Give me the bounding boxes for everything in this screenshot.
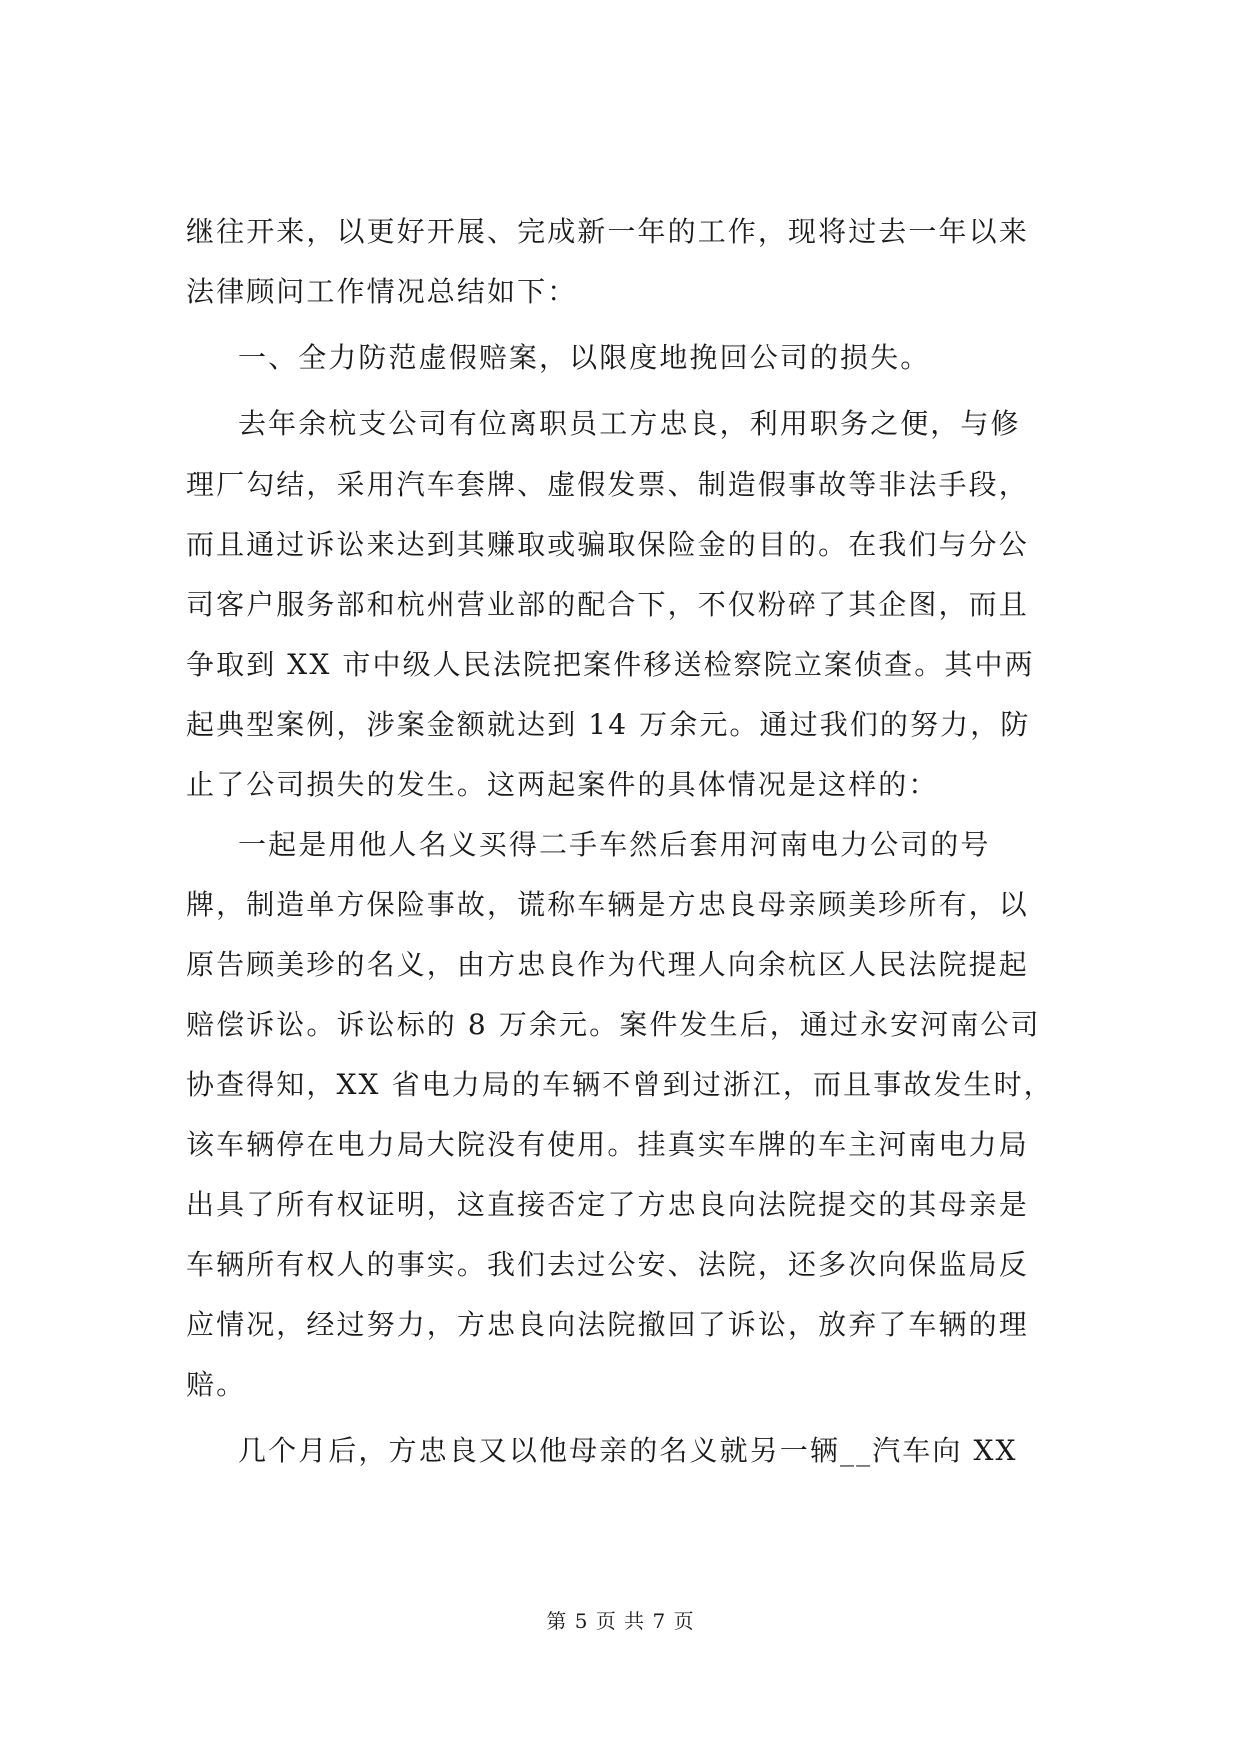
text-line: 协查得知，XX 省电力局的车辆不曾到过浙江，而且事故发生时， — [186, 1068, 1054, 1101]
text-line: 理厂勾结，采用汽车套牌、虚假发票、制造假事故等非法手段， — [186, 468, 1029, 501]
section-heading: 一、全力防范虚假赔案，以限度地挽回公司的损失。 — [238, 341, 931, 374]
text-line: 几个月后，方忠良又以他母亲的名义就另一辆__汽车向 XX — [238, 1434, 1018, 1467]
text-line: 法律顾问工作情况总结如下： — [186, 275, 578, 308]
text-line: 司客户服务部和杭州营业部的配合下，不仅粉碎了其企图，而且 — [186, 588, 1029, 621]
text-line: 该车辆停在电力局大院没有使用。挂真实车牌的车主河南电力局 — [186, 1128, 1029, 1161]
text-line: 牌，制造单方保险事故，谎称车辆是方忠良母亲顾美珍所有，以 — [186, 888, 1029, 921]
text-line: 应情况，经过努力，方忠良向法院撤回了诉讼，放弃了车辆的理 — [186, 1308, 1029, 1341]
text-line: 继往开来，以更好开展、完成新一年的工作，现将过去一年以来 — [186, 215, 1029, 248]
text-line: 原告顾美珍的名义，由方忠良作为代理人向余杭区人民法院提起 — [186, 948, 1029, 981]
text-line: 去年余杭支公司有位离职员工方忠良，利用职务之便，与修 — [238, 407, 1021, 440]
page-footer: 第 5 页 共 7 页 — [546, 1609, 695, 1633]
text-line: 而且通过诉讼来达到其赚取或骗取保险金的目的。在我们与分公 — [186, 528, 1029, 561]
text-line: 赔。 — [186, 1368, 247, 1401]
text-line: 起典型案例，涉案金额就达到 14 万余元。通过我们的努力，防 — [186, 708, 1031, 741]
text-line: 出具了所有权证明，这直接否定了方忠良向法院提交的其母亲是 — [186, 1188, 1029, 1221]
text-line: 止了公司损失的发生。这两起案件的具体情况是这样的： — [186, 768, 939, 801]
text-line: 争取到 XX 市中级人民法院把案件移送检察院立案侦查。其中两 — [186, 648, 1035, 681]
text-line: 赔偿诉讼。诉讼标的 8 万余元。案件发生后，通过永安河南公司 — [186, 1008, 1041, 1041]
text-line: 一起是用他人名义买得二手车然后套用河南电力公司的号 — [238, 828, 991, 861]
text-line: 车辆所有权人的事实。我们去过公安、法院，还多次向保监局反 — [186, 1248, 1029, 1281]
